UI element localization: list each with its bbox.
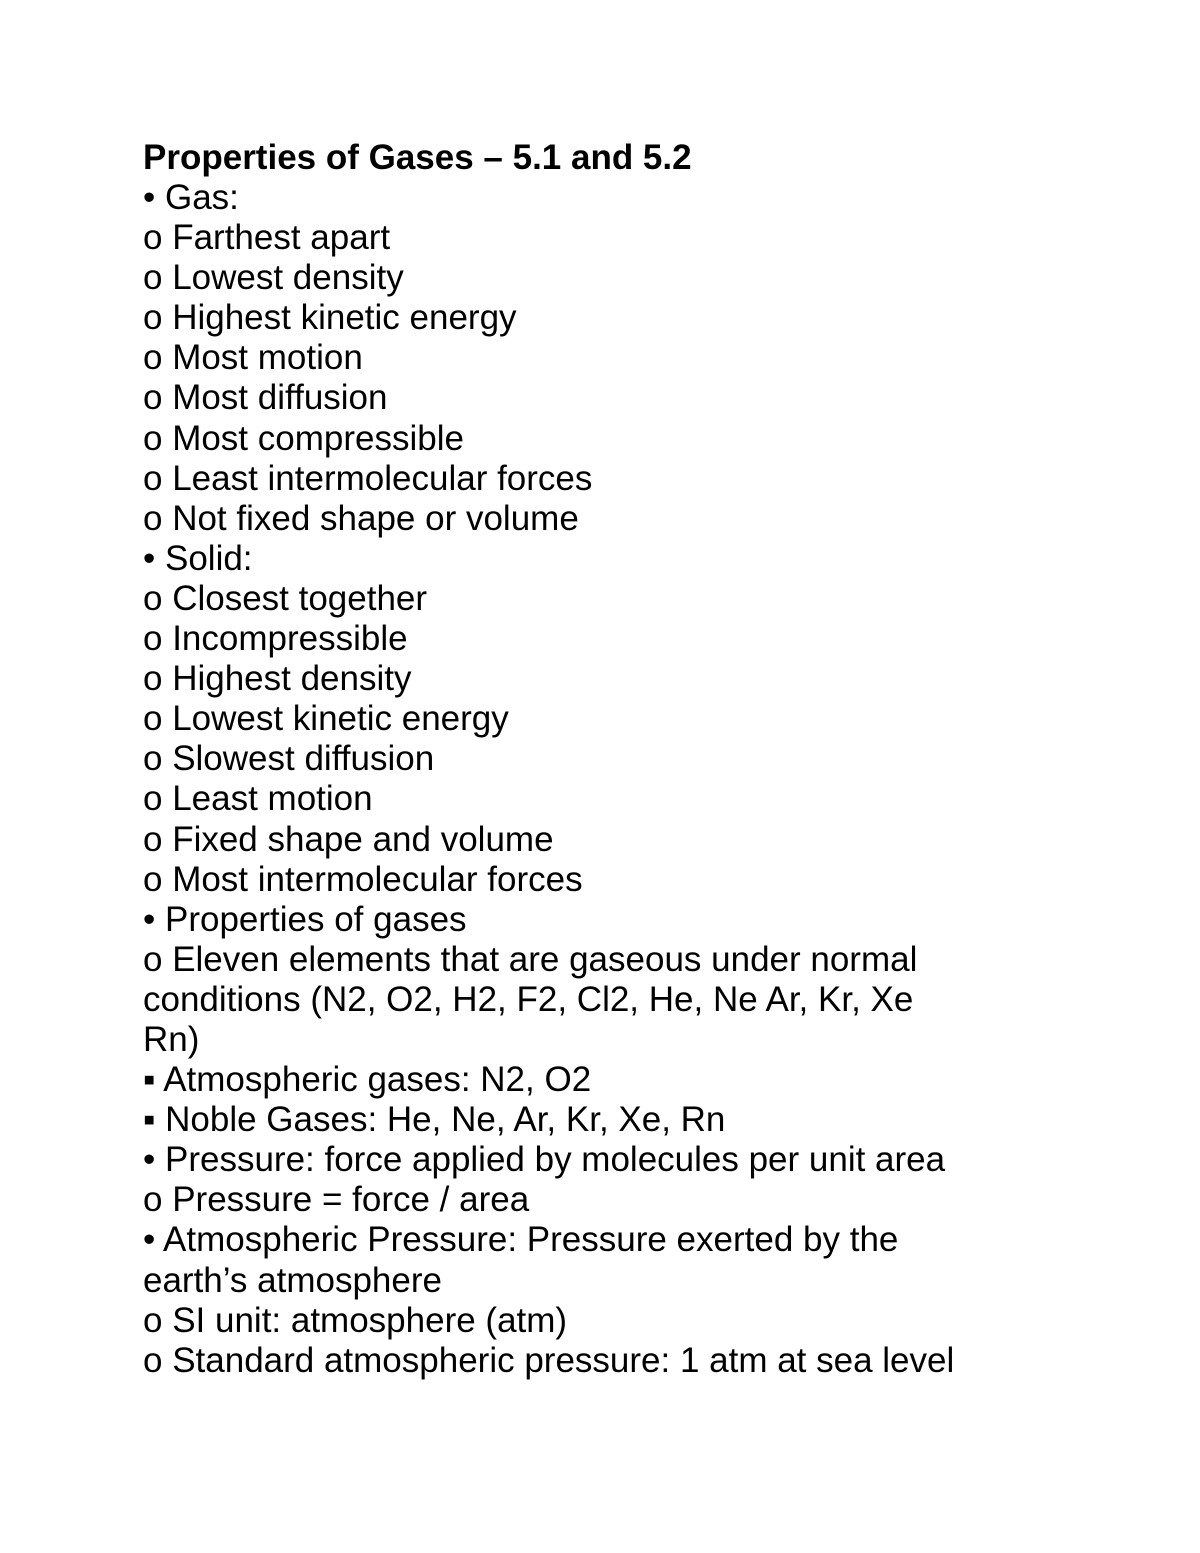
- note-line: o Eleven elements that are gaseous under normal: [143, 939, 918, 979]
- note-line: o Pressure = force / area: [143, 1180, 530, 1220]
- note-line: o Least intermolecular forces: [143, 458, 593, 498]
- note-line: • Solid:: [143, 538, 253, 578]
- note-line: o Closest together: [143, 578, 428, 618]
- note-line: conditions (N2, O2, H2, F2, Cl2, He, Ne Ar, Kr, Xe: [143, 979, 914, 1019]
- note-line: • Pressure: force applied by molecules per unit area: [143, 1140, 946, 1180]
- note-line: o Fixed shape and volume: [143, 819, 554, 859]
- notes-list: [143, 178, 1143, 1381]
- note-line: o Most diffusion: [143, 378, 388, 418]
- note-line: o Lowest density: [143, 258, 404, 298]
- note-line: o Lowest kinetic energy: [143, 699, 509, 739]
- note-line: o Not fixed shape or volume: [143, 498, 579, 538]
- note-line: earth’s atmosphere: [143, 1260, 442, 1300]
- page-title: Properties of Gases – 5.1 and 5.2: [143, 138, 692, 177]
- note-line: ▪ Atmospheric gases: N2, O2: [143, 1060, 592, 1100]
- note-line: o Most compressible: [143, 418, 464, 458]
- note-line: • Gas:: [143, 178, 239, 217]
- note-line: o Highest density: [143, 659, 412, 699]
- note-line: o Least motion: [143, 779, 373, 819]
- note-line: o Highest kinetic energy: [143, 298, 517, 338]
- note-line: o Farthest apart: [143, 218, 391, 258]
- note-line: o Slowest diffusion: [143, 739, 435, 779]
- note-line: • Atmospheric Pressure: Pressure exerted by the: [143, 1220, 899, 1260]
- note-line: o SI unit: atmosphere (atm): [143, 1300, 568, 1340]
- note-line: Rn): [143, 1019, 200, 1059]
- note-line: o Most motion: [143, 338, 363, 378]
- note-line: • Properties of gases: [143, 899, 467, 939]
- note-line: o Incompressible: [143, 619, 408, 659]
- note-line: ▪ Noble Gases: He, Ne, Ar, Kr, Xe, Rn: [143, 1100, 726, 1140]
- note-line: o Standard atmospheric pressure: 1 atm at sea level: [143, 1340, 955, 1380]
- note-line: o Most intermolecular forces: [143, 859, 583, 899]
- document-page: [143, 138, 1143, 1381]
